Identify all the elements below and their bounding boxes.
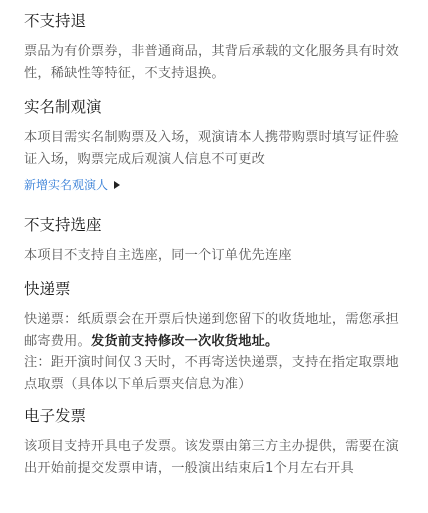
section-no-seat-selection <box>24 214 408 267</box>
section-body: 该项目支持开具电子发票。该发票由第三方主办提供，需要在演出开始前提交发票申请，一般演出结束后1个月左右开具 <box>24 439 399 476</box>
section-title: 不支持退 <box>24 12 87 30</box>
add-real-name-attendee-link[interactable] <box>24 176 120 194</box>
add-attendee-label[interactable]: 新增实名观演人 <box>24 178 109 192</box>
section-body <box>24 309 408 395</box>
express-ticket-text: 快递票：纸质票会在开票后快递到您留下的收货地址，需您承担邮寄费用。 <box>24 312 399 349</box>
section-title: 实名制观演 <box>24 98 102 116</box>
section-title: 电子发票 <box>24 407 87 425</box>
section-title: 不支持选座 <box>24 216 102 234</box>
express-ticket-note: 注：距开演时间仅３天时，不再寄送快递票，支持在指定取票地点取票（具体以下单后票夹信息为准） <box>24 355 399 392</box>
section-no-refund <box>24 10 408 84</box>
section-title: 快递票 <box>24 280 71 298</box>
section-e-invoice <box>24 405 408 479</box>
section-body: 票品为有价票券，非普通商品，其背后承载的文化服务具有时效性，稀缺性等特征，不支持退换。 <box>24 44 399 81</box>
section-real-name <box>24 96 408 194</box>
address-change-note: 发货前支持修改一次收货地址。 <box>90 333 279 349</box>
section-body: 本项目需实名制购票及入场，观演请本人携带购票时填写证件验证入场，购票完成后观演人信息不可更改 <box>24 130 399 167</box>
triangle-right-icon <box>114 181 120 189</box>
section-express-ticket <box>24 278 408 395</box>
section-body: 本项目不支持自主选座，同一个订单优先连座 <box>24 248 292 263</box>
